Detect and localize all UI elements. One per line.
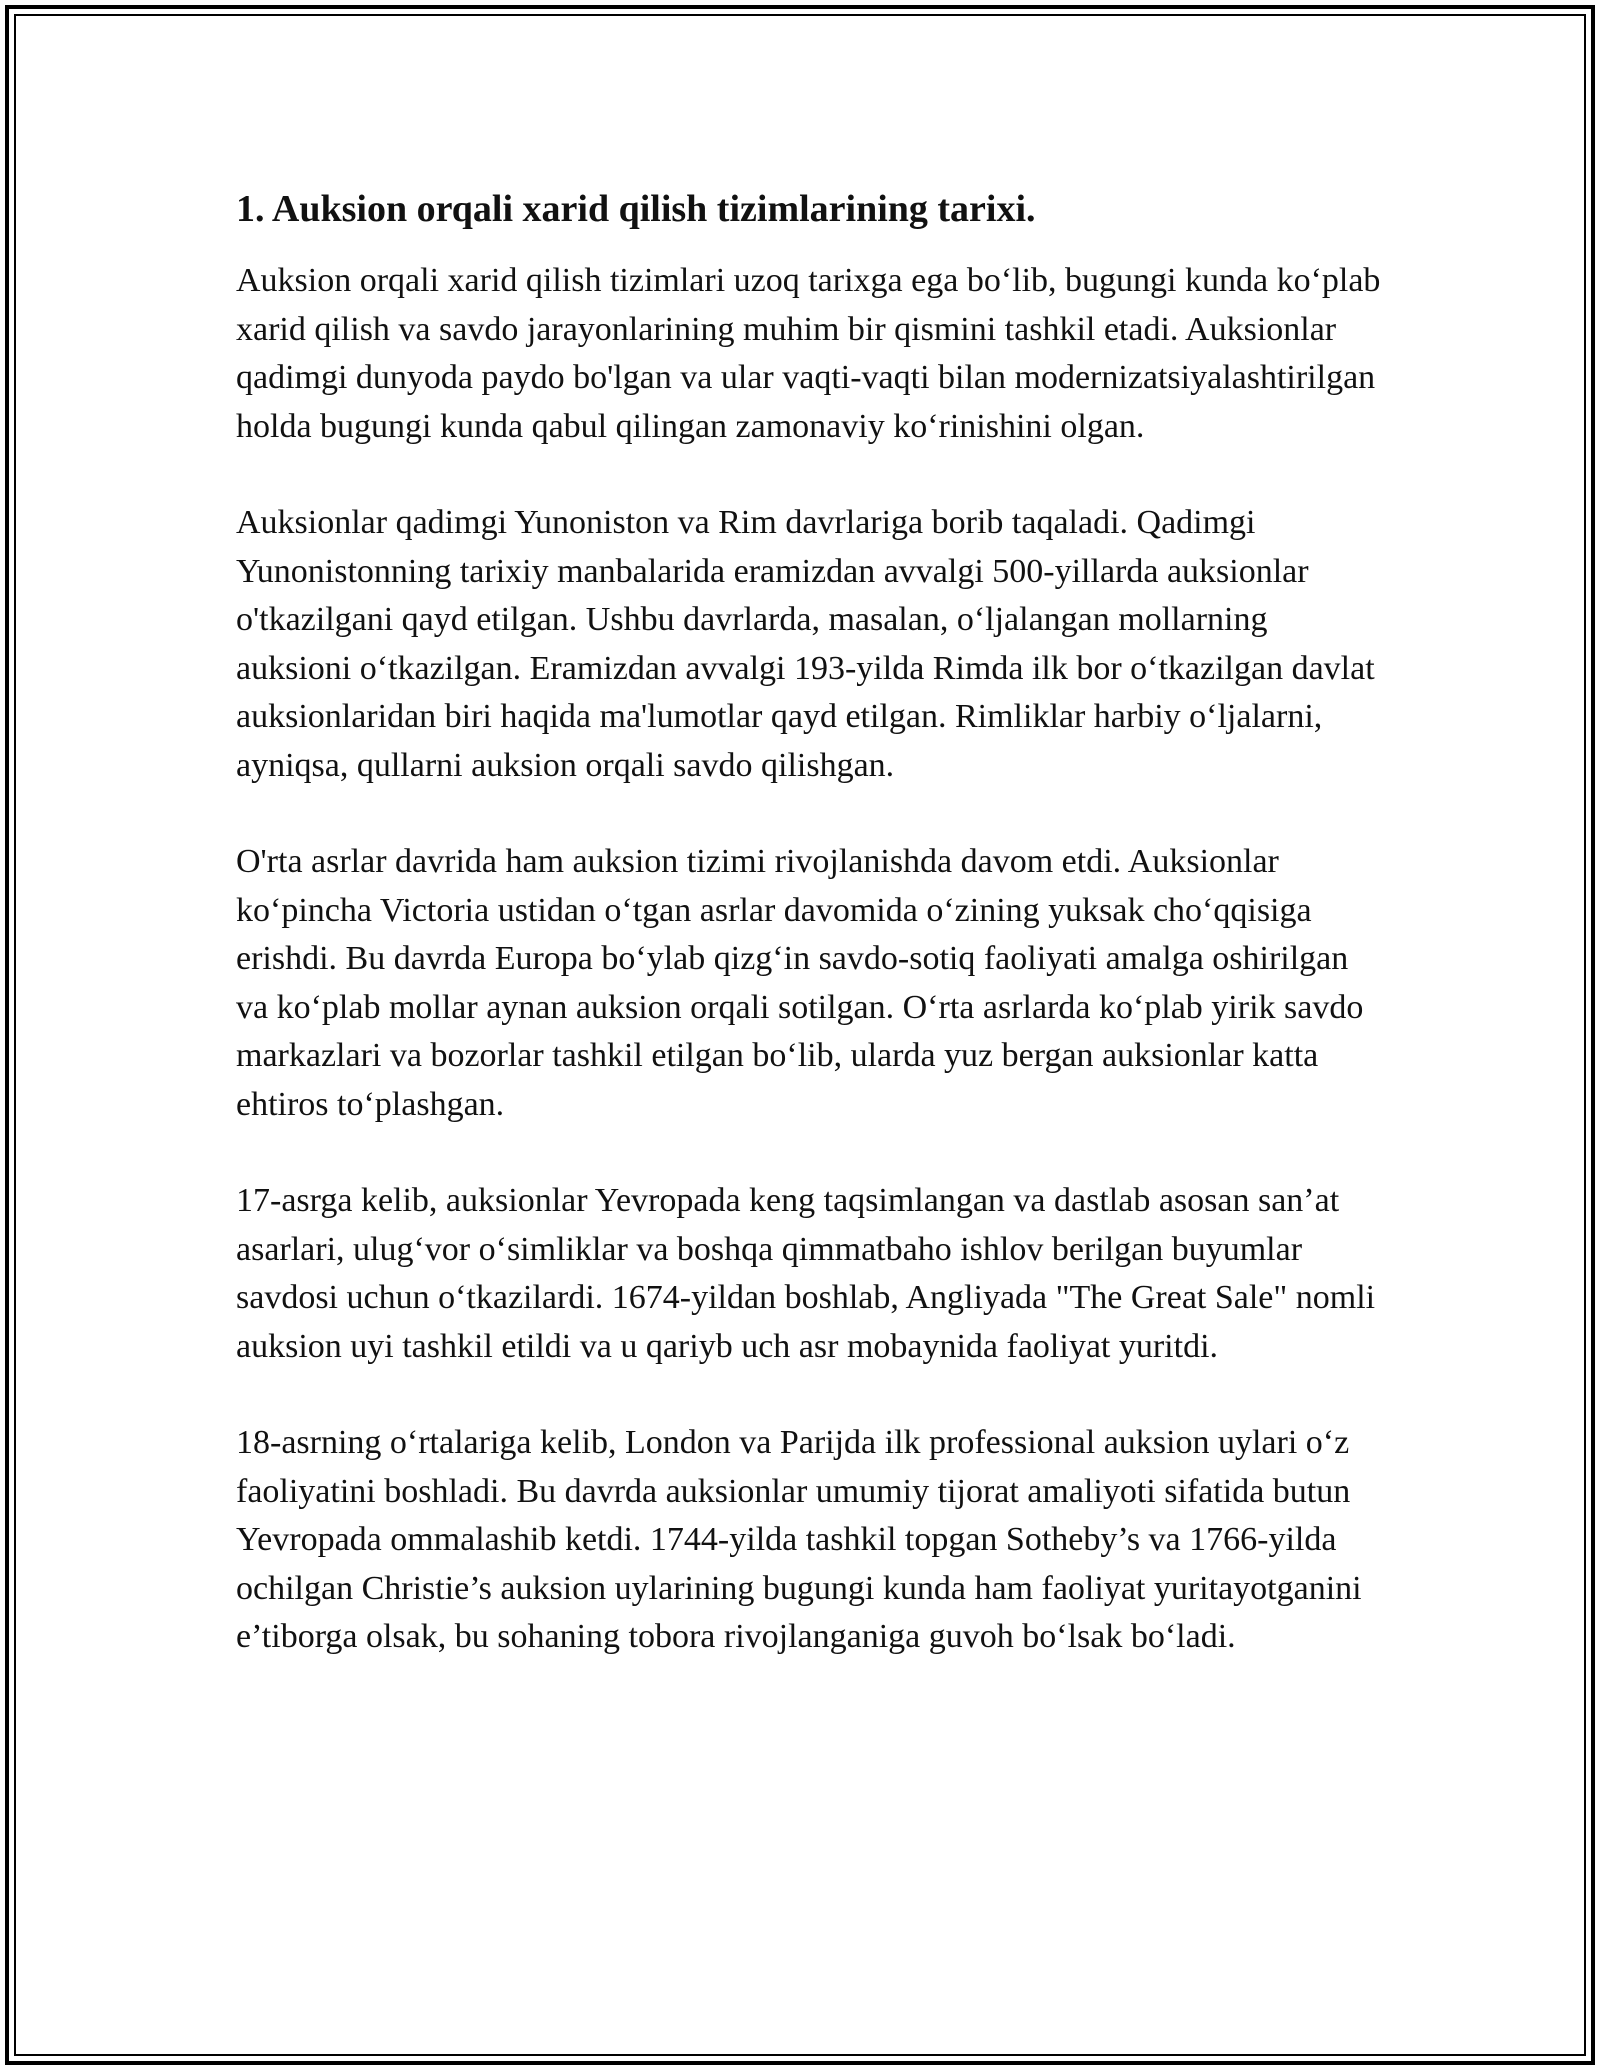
paragraph-17th-century: 17-asrga kelib, auksionlar Yevropada keng taqsimlangan va dastlab asosan san’at asarlari, ulugʻvor oʻsimliklar va boshqa qimmatbaho ishlov berilgan buyumlar savdosi uchun oʻtkazilardi. 1674-yildan boshlab, Angliyada "The Great Sale" nomli auksion uyi tashkil etildi va u qariyb uch asr mobaynida faoliyat yuritdi. xyxy=(236,1182,1376,1365)
paragraph-middle-ages: O'rta asrlar davrida ham auksion tizimi rivojlanishda davom etdi. Auksionlar koʻpincha Victoria ustidan oʻtgan asrlar davomida oʻzining yuksak choʻqqisiga erishdi. Bu davrda Europa boʻylab qizgʻin savdo-sotiq faoliyati amalga oshirilgan va koʻplab mollar aynan auksion orqali sotilgan. Oʻrta asrlarda koʻplab yirik savdo markazlari va bozorlar tashkil etilgan boʻlib, ularda yuz bergan auksionlar katta ehtiros toʻplashgan. xyxy=(236,843,1364,1123)
document-body xyxy=(236,185,1386,1710)
paragraph-intro: Auksion orqali xarid qilish tizimlari uzoq tarixga ega boʻlib, bugungi kunda koʻplab xarid qilish va savdo jarayonlarining muhim bir qismini tashkil etadi. Auksionlar qadimgi dunyoda paydo bo'lgan va ular vaqti-vaqti bilan modernizatsiyalashtirilgan holda bugungi kunda qabul qilingan zamonaviy koʻrinishini olgan. xyxy=(236,262,1381,445)
paragraph-ancient-times: Auksionlar qadimgi Yunoniston va Rim davrlariga borib taqaladi. Qadimgi Yunonistonning tarixiy manbalarida eramizdan avvalgi 500-yillarda auksionlar o'tkazilgani qayd etilgan. Ushbu davrlarda, masalan, oʻljalangan mollarning auksioni oʻtkazilgan. Eramizdan avvalgi 193-yilda Rimda ilk bor oʻtkazilgan davlat auksionlaridan biri haqida ma'lumotlar qayd etilgan. Rimliklar harbiy oʻljalarni, ayniqsa, qullarni auksion orqali savdo qilishgan. xyxy=(236,504,1375,784)
section-heading: 1. Auksion orqali xarid qilish tizimlarining tarixi. xyxy=(236,188,1036,230)
paragraph-18th-century: 18-asrning oʻrtalariga kelib, London va Parijda ilk professional auksion uylari oʻz faoliyatini boshladi. Bu davrda auksionlar umumiy tijorat amaliyoti sifatida butun Yevropada ommalashib ketdi. 1744-yilda tashkil topgan Sotheby’s va 1766-yilda ochilgan Christie’s auksion uylarining bugungi kunda ham faoliyat yuritayotganini e’tiborga olsak, bu sohaning tobora rivojlanganiga guvoh boʻlsak boʻladi. xyxy=(236,1424,1362,1655)
